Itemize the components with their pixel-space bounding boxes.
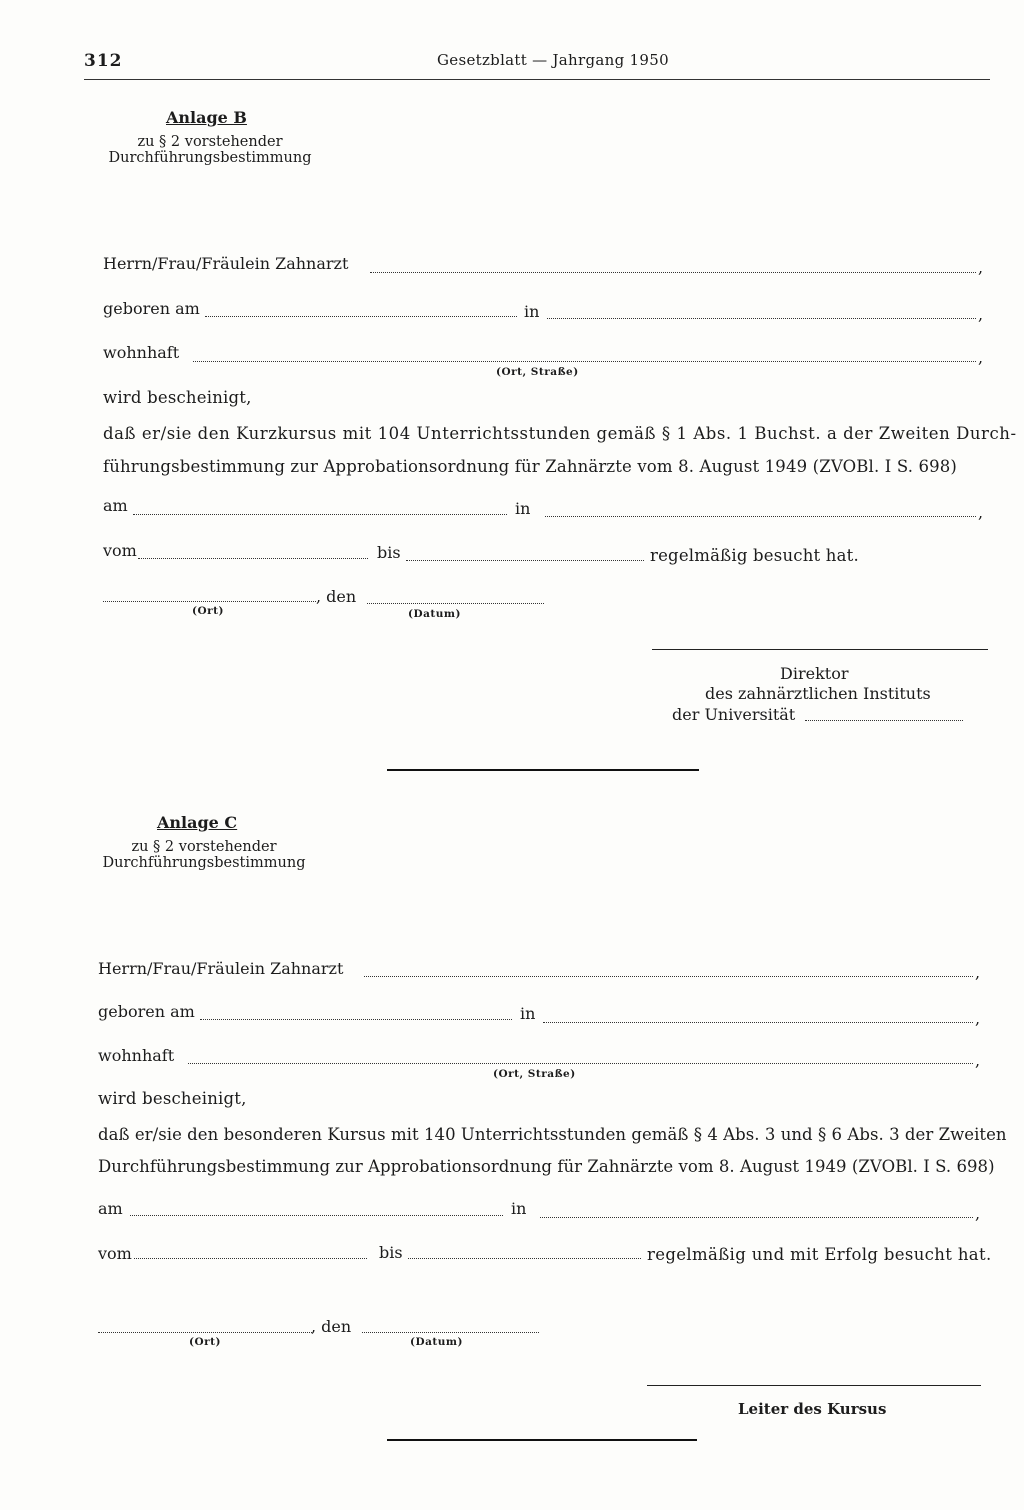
c-geboren-field[interactable] — [200, 1019, 512, 1020]
c-ort-strasse-caption: (Ort, Straße) — [493, 1068, 576, 1080]
c-datum-caption: (Datum) — [410, 1336, 463, 1348]
b-comma: , — [978, 258, 984, 277]
b-comma: , — [978, 348, 984, 367]
header-rule — [84, 79, 990, 80]
c-comma: , — [975, 1051, 981, 1070]
c-regelmaessig-text: regelmäßig und mit Erfolg besucht hat. — [647, 1245, 992, 1264]
section-separator — [387, 769, 699, 771]
anlage-b-subtitle — [100, 134, 320, 166]
c-leiter-label: Leiter des Kursus — [738, 1400, 887, 1418]
b-ort-caption: (Ort) — [192, 605, 224, 617]
b-vom-label: vom — [103, 541, 137, 560]
b-am-label: am — [103, 496, 128, 515]
b-direktor-line2: des zahnärztlichen Instituts — [705, 684, 931, 703]
b-in2-label: in — [515, 499, 531, 518]
b-comma: , — [978, 305, 984, 324]
b-comma: , — [978, 503, 984, 522]
b-vom-field[interactable] — [138, 558, 368, 559]
b-universitaet-field[interactable] — [805, 720, 963, 721]
c-vom-field[interactable] — [134, 1258, 367, 1259]
c-wohnhaft-label: wohnhaft — [98, 1046, 175, 1065]
c-body-line2: Durchführungsbestimmung zur Approbationsordnung für Zahnärzte vom 8. August 1949 (ZVOBl. I S. 698) — [98, 1157, 995, 1176]
c-comma: , — [975, 963, 981, 982]
c-geboren-label: geboren am — [98, 1002, 195, 1021]
c-body-line1: daß er/sie den besonderen Kursus mit 140 Unterrichtsstunden gemäß § 4 Abs. 3 und § 6 Abs. 3 der Zweiten — [98, 1125, 1007, 1144]
b-signature-line[interactable] — [652, 649, 988, 650]
b-body-line1: daß er/sie den Kurzkursus mit 104 Unterrichtsstunden gemäß § 1 Abs. 1 Buchst. a der Zweiten Durch- — [103, 424, 1017, 443]
b-datum-caption: (Datum) — [408, 608, 461, 620]
anlage-c-subtitle-line1: zu § 2 vorstehender — [131, 839, 277, 855]
b-name-field[interactable] — [370, 272, 976, 273]
b-am-field[interactable] — [133, 514, 507, 515]
b-datum-field[interactable] — [367, 603, 544, 604]
c-name-field[interactable] — [364, 976, 973, 977]
anlage-c-subtitle — [94, 839, 314, 871]
anlage-c-title: Anlage C — [157, 813, 238, 832]
c-wohnhaft-field[interactable] — [188, 1063, 973, 1064]
b-wohnhaft-label: wohnhaft — [103, 343, 180, 362]
c-datum-field[interactable] — [362, 1332, 539, 1333]
b-geboren-label: geboren am — [103, 299, 200, 318]
b-bis-field[interactable] — [406, 560, 644, 561]
anlage-b-subtitle-line1: zu § 2 vorstehender — [137, 134, 283, 150]
page-number: 312 — [84, 51, 123, 71]
c-kursort-field[interactable] — [540, 1217, 973, 1218]
c-ort-caption: (Ort) — [189, 1336, 221, 1348]
c-am-field[interactable] — [130, 1215, 503, 1216]
anlage-b-subtitle-line2: Durchführungsbestimmung — [108, 150, 312, 166]
c-signature-line[interactable] — [647, 1385, 981, 1386]
c-in-label: in — [520, 1004, 536, 1023]
b-bis-label: bis — [377, 543, 401, 562]
c-bis-field[interactable] — [408, 1258, 641, 1259]
b-regelmaessig-text: regelmäßig besucht hat. — [650, 546, 859, 565]
b-ort-strasse-caption: (Ort, Straße) — [496, 366, 579, 378]
c-herrn-label: Herrn/Frau/Fräulein Zahnarzt — [98, 959, 344, 978]
b-kursort-field[interactable] — [545, 516, 976, 517]
c-vom-label: vom — [98, 1244, 132, 1263]
c-comma: , — [975, 1009, 981, 1028]
publication-title: Gesetzblatt — Jahrgang 1950 — [437, 51, 669, 69]
b-direktor-line1: Direktor — [780, 664, 849, 683]
c-den-label: , den — [311, 1317, 352, 1336]
c-geburtsort-field[interactable] — [543, 1022, 973, 1023]
c-wird-bescheinigt: wird bescheinigt, — [98, 1089, 247, 1108]
b-herrn-label: Herrn/Frau/Fräulein Zahnarzt — [103, 254, 349, 273]
b-wohnhaft-field[interactable] — [193, 361, 976, 362]
c-comma: , — [975, 1204, 981, 1223]
anlage-b-title: Anlage B — [166, 108, 247, 127]
c-am-label: am — [98, 1199, 123, 1218]
anlage-c-subtitle-line2: Durchführungsbestimmung — [102, 855, 306, 871]
b-den-label: , den — [316, 587, 357, 606]
b-direktor-line3: der Universität — [672, 705, 796, 724]
section-separator-bottom — [387, 1439, 697, 1441]
b-body-line2: führungsbestimmung zur Approbationsordnung für Zahnärzte vom 8. August 1949 (ZVOBl. I S. 698) — [103, 457, 958, 476]
b-in-label: in — [524, 302, 540, 321]
c-ort-field[interactable] — [98, 1332, 312, 1333]
b-wird-bescheinigt: wird bescheinigt, — [103, 388, 252, 407]
c-in2-label: in — [511, 1199, 527, 1218]
b-geboren-field[interactable] — [205, 316, 517, 317]
b-ort-field[interactable] — [103, 601, 316, 602]
b-geburtsort-field[interactable] — [547, 318, 976, 319]
c-bis-label: bis — [379, 1243, 403, 1262]
